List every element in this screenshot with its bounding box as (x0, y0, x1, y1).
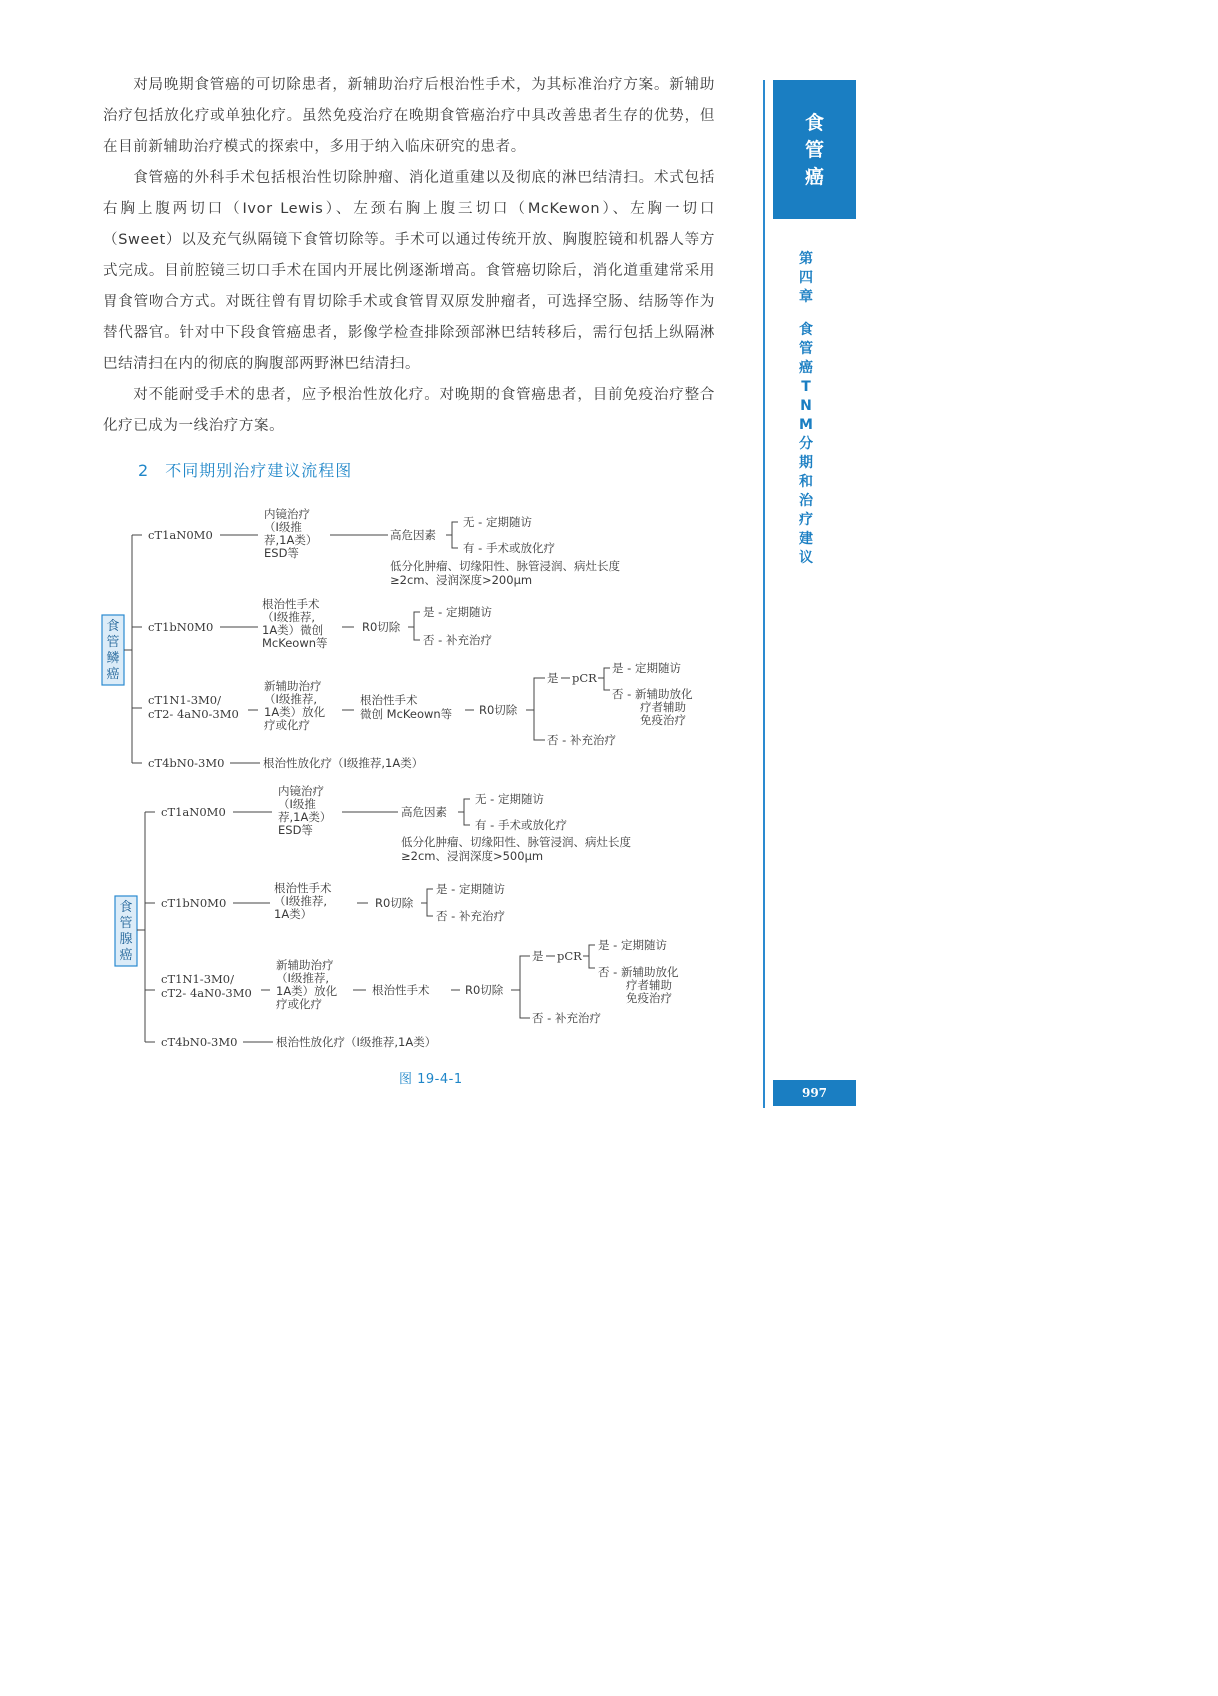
chapter-title: 第 四 章 食 管 癌 T N M 分 期 和 治 疗 建 议 (799, 251, 813, 566)
stage-label: cT2- 4aN0-3M0 (148, 707, 239, 721)
branch-label: 是 - 定期随访 (612, 661, 681, 675)
branch-label: 免疫治疗 (626, 991, 672, 1005)
root-char: 癌 (106, 667, 120, 682)
treat-line: 1A类）放化 (264, 705, 326, 719)
stage-label: cT1N1-3M0/ (148, 693, 221, 707)
branch-label: 无 - 定期随访 (463, 515, 532, 529)
branch-label: 是 (532, 949, 544, 963)
branch-label: 无 - 定期随访 (475, 792, 544, 806)
flow-squamous (102, 507, 693, 770)
pcr-label: pCR (557, 949, 582, 963)
branch-label: 否 - 新辅助放化 (598, 965, 679, 979)
root-char: 食 (106, 619, 120, 634)
page-number: 997 (773, 1080, 856, 1106)
stage-label: cT4bN0-3M0 (161, 1035, 238, 1049)
branch-label: 否 - 补充治疗 (532, 1011, 601, 1025)
root-char: 管 (119, 916, 133, 931)
note-line: ≥2cm、浸润深度>500μm (401, 849, 544, 863)
root-char: 癌 (119, 948, 133, 963)
stage-label: cT1bN0M0 (148, 620, 214, 634)
branch-label: 疗者辅助 (640, 700, 686, 714)
treat-line: 1A类）放化 (276, 984, 338, 998)
paragraph-1: 对局晚期食管癌的可切除患者，新辅助治疗后根治性手术，为其标准治疗方案。新辅助治疗包括放化疗或单独化疗。虽然免疫治疗在晚期食管癌治疗中具改善患者生存的优势，但在目前新辅助治疗模式的探索中，多用于纳入临床研究的患者。 (103, 77, 715, 155)
surg-line: 根治性手术 (360, 693, 418, 707)
paragraph-2: 食管癌的外科手术包括根治性切除肿瘤、消化道重建以及彻底的淋巴结清扫。术式包括右胸上腹两切口（Ivor Lewis）、左颈右胸上腹三切口（McKewon）、左胸一切口（Sweet）以及充气纵隔镜下食管切除等。手术可以通过传统开放、胸腹腔镜和机器人等方式完成。目前腔镜三切口手术在国内开展比例逐渐增高。食管癌切除后，消化道重建常采用胃食管吻合方式。对既往曾有胃切除手术或食管胃双原发肿瘤者，可选择空肠、结肠等作为替代器官。针对中下段食管癌患者，影像学检查排除颈部淋巴结转移后，需行包括上纵隔淋巴结清扫在内的彻底的胸腹部两野淋巴结清扫。 (103, 170, 715, 372)
root-char: 食 (119, 900, 133, 915)
figure-caption: 图 19-4-1 (399, 1072, 463, 1087)
paragraph-3: 对不能耐受手术的患者，应予根治性放化疗。对晚期的食管癌患者，目前免疫治疗整合化疗已成为一线治疗方案。 (103, 387, 715, 434)
r0-label: R0切除 (479, 703, 518, 717)
chapter-tab: 食 管 癌 (773, 80, 856, 219)
surg-line: 根治性手术 (372, 983, 430, 997)
stage-label: cT4bN0-3M0 (148, 756, 225, 770)
branch-label: 有 - 手术或放化疗 (475, 818, 567, 832)
stage-label: cT1aN0M0 (161, 805, 226, 819)
r0-label: R0切除 (362, 620, 401, 634)
treat-line: （Ⅰ级推荐, (264, 692, 318, 706)
branch-label: 疗者辅助 (626, 978, 672, 992)
treat-line: （Ⅰ级推荐, (274, 894, 328, 908)
note-line: ≥2cm、浸润深度>200μm (390, 573, 533, 587)
treat-line: 新辅助治疗 (276, 958, 334, 972)
treat-line: 1A类）微创 (262, 623, 324, 637)
branch-label: 否 - 补充治疗 (436, 909, 505, 923)
stage-label: cT2- 4aN0-3M0 (161, 986, 252, 1000)
risk-label: 高危因素 (390, 528, 436, 542)
risk-label: 高危因素 (401, 805, 447, 819)
treat-line: 新辅助治疗 (264, 679, 322, 693)
treat-line: （Ⅰ级推 (264, 520, 302, 534)
note-line: 低分化肿瘤、切缘阳性、脉管浸润、病灶长度 (401, 835, 631, 849)
treat-line: 荐,1A类） (264, 533, 318, 547)
treat-line: 疗或化疗 (264, 718, 310, 732)
treat-line: 内镜治疗 (278, 784, 324, 798)
treat-line: （Ⅰ级推荐, (262, 610, 316, 624)
stage-label: cT1bN0M0 (161, 896, 227, 910)
root-char: 腺 (119, 932, 133, 947)
treat-line: 根治性手术 (262, 597, 320, 611)
treat-line: （Ⅰ级推 (278, 797, 316, 811)
treat-line: 根治性放化疗（Ⅰ级推荐,1A类） (263, 756, 424, 770)
stage-label: cT1N1-3M0/ (161, 972, 234, 986)
branch-label: 否 - 补充治疗 (547, 733, 616, 747)
stage-label: cT1aN0M0 (148, 528, 213, 542)
branch-label: 是 - 定期随访 (423, 605, 492, 619)
root-char: 鳞 (106, 651, 120, 666)
branch-label: 有 - 手术或放化疗 (463, 541, 555, 555)
flow-adenocarcinoma (115, 784, 679, 1049)
section-heading: 2 不同期别治疗建议流程图 (138, 461, 353, 480)
branch-label: 是 - 定期随访 (598, 938, 667, 952)
branch-label: 是 (547, 671, 559, 685)
treat-line: 根治性放化疗（Ⅰ级推荐,1A类） (276, 1035, 437, 1049)
treat-line: 1A类） (274, 907, 313, 921)
treat-line: McKeown等 (262, 636, 328, 650)
treat-line: ESD等 (264, 546, 299, 560)
branch-label: 否 - 新辅助放化 (612, 687, 693, 701)
treat-line: 疗或化疗 (276, 997, 322, 1011)
treat-line: 内镜治疗 (264, 507, 310, 521)
treat-line: ESD等 (278, 823, 313, 837)
r0-label: R0切除 (375, 896, 414, 910)
branch-label: 否 - 补充治疗 (423, 633, 492, 647)
root-char: 管 (106, 635, 120, 650)
branch-label: 免疫治疗 (640, 713, 686, 727)
surg-line: 微创 McKeown等 (360, 707, 453, 721)
treat-line: （Ⅰ级推荐, (276, 971, 330, 985)
treat-line: 根治性手术 (274, 881, 332, 895)
pcr-label: pCR (572, 671, 597, 685)
treat-line: 荐,1A类） (278, 810, 332, 824)
branch-label: 是 - 定期随访 (436, 882, 505, 896)
r0-label: R0切除 (465, 983, 504, 997)
note-line: 低分化肿瘤、切缘阳性、脉管浸润、病灶长度 (390, 559, 620, 573)
